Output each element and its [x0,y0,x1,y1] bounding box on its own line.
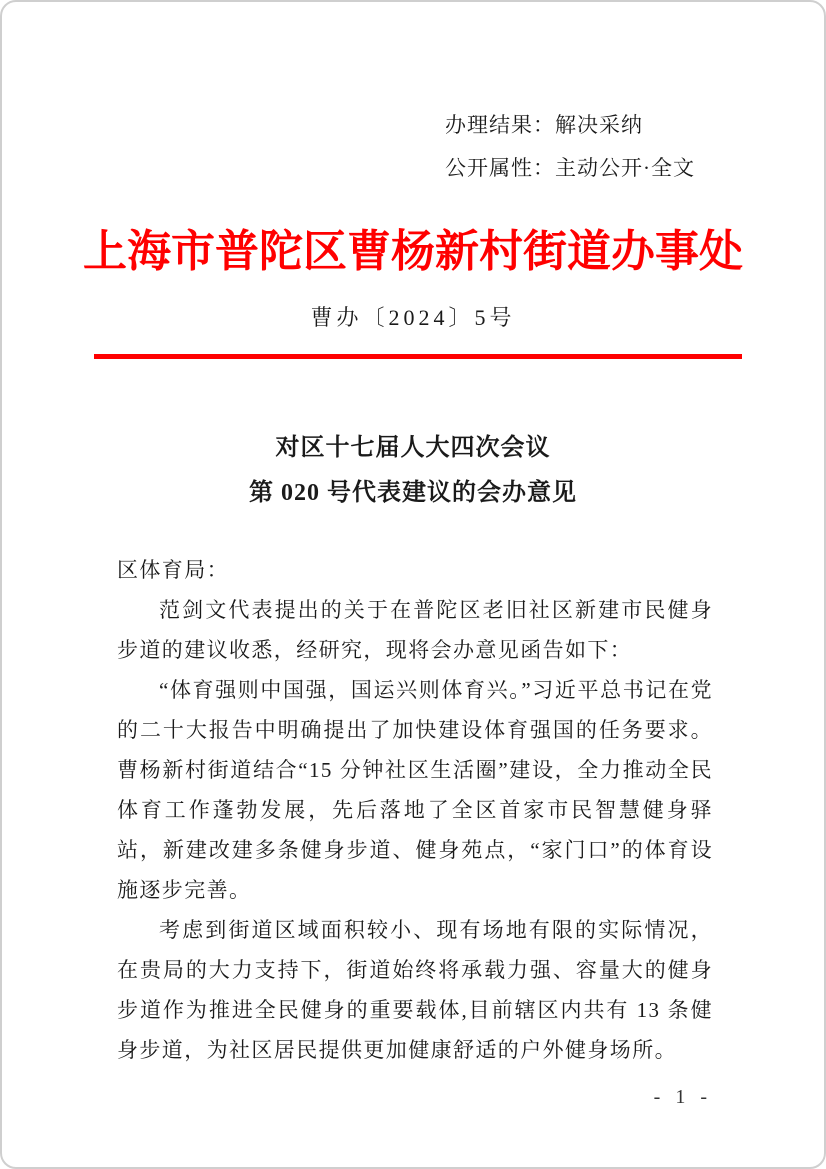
document-title-line-2: 第 020 号代表建议的会办意见 [249,480,577,506]
salutation: 区体育局： [117,558,229,582]
meta-disclosure-attribute-value: 主动公开·全文 [555,156,695,180]
meta-handling-result-value: 解决采纳 [555,113,643,137]
document-title-line-1: 对区十七届人大四次会议 [275,435,551,461]
body-paragraph-3: 考虑到街道区域面积较小、现有场地有限的实际情况，在贵局的大力支持下，街道始终将承载力强、容量大的健身步道作为推进全民健身的重要载体,目前辖区内共有 13 条健身步道，为社区居民提供更加健康舒适的户外健身场所。 [117,918,713,1062]
header-meta [445,104,695,190]
document-reference-number: 曹办〔2024〕5号 [310,305,516,330]
body-paragraph-1: 范剑文代表提出的关于在普陀区老旧社区新建市民健身步道的建议收悉，经研究，现将会办意见函告如下： [117,598,713,662]
meta-handling-result [445,104,695,147]
letterhead-red-divider [94,354,742,359]
meta-disclosure-attribute-label: 公开属性： [445,156,555,180]
meta-disclosure-attribute [445,147,695,190]
meta-handling-result-label: 办理结果： [445,113,555,137]
document-title [2,426,824,516]
letterhead-issuer-title: 上海市普陀区曹杨新村街道办事处 [83,227,743,276]
document-body [117,550,713,1070]
body-paragraph-2: “体育强则中国强，国运兴则体育兴。”习近平总书记在党的二十大报告中明确提出了加快建设体育强国的任务要求。曹杨新村街道结合“15 分钟社区生活圈”建设，全力推动全民体育工作蓬勃发展，先后落地了全区首家市民智慧健身驿站，新建改建多条健身步道、健身苑点，“家门口”的体育设施逐步完善。 [117,678,713,902]
page-number: - 1 - [653,1086,712,1108]
